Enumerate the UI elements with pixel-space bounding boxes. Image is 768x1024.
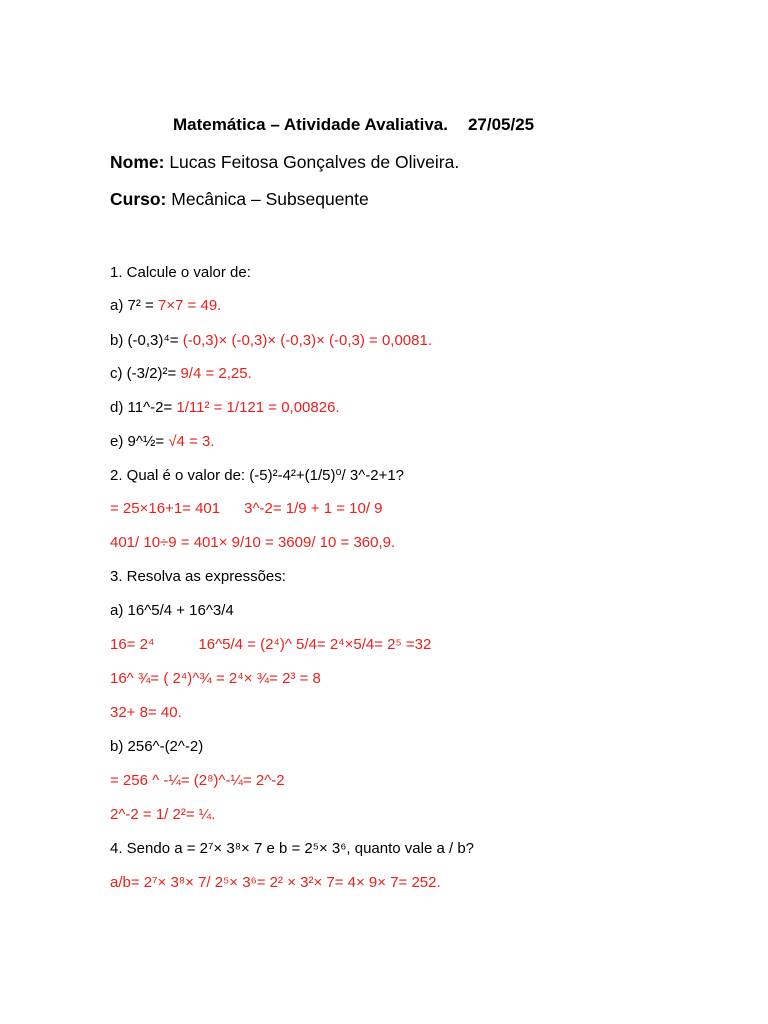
- q4-prompt: 4. Sendo a = 2⁷× 3⁸× 7 e b = 2⁵× 3⁶, quanto vale a / b?: [110, 840, 475, 857]
- q1-d-question: d) 11^-2=: [110, 399, 177, 416]
- name-value: Lucas Feitosa Gonçalves de Oliveira.: [169, 152, 460, 172]
- title-text: Matemática – Atividade Avaliativa.: [173, 115, 448, 134]
- q1-c: [110, 364, 252, 384]
- q2-prompt: 2. Qual é o valor de: (-5)²-4²+(1/5)⁰/ 3^-2+1?: [110, 467, 405, 484]
- q1-d: [110, 398, 340, 418]
- q1-e-answer: √4 = 3.: [168, 433, 215, 450]
- q1-e-question: e) 9^½=: [110, 433, 169, 450]
- q1-prompt: 1. Calcule o valor de:: [110, 264, 251, 281]
- q2-line-1b: 3^-2= 1/9 + 1 = 10/ 9: [244, 500, 383, 517]
- name-label: Nome:: [110, 152, 165, 172]
- date-text: 27/05/25: [467, 115, 535, 134]
- q3-b-line-1: = 256 ^ -¼= (2⁸)^-¼= 2^-2: [110, 772, 285, 789]
- q3-a-line-1a: 16= 2⁴: [110, 636, 155, 653]
- q1-b-answer: (-0,3)× (-0,3)× (-0,3)× (-0,3) = 0,0081.: [182, 332, 432, 349]
- course-line: [110, 189, 369, 209]
- q3-b: b) 256^-(2^-2): [110, 738, 204, 755]
- q2-line-2: 401/ 10÷9 = 401× 9/10 = 3609/ 10 = 360,9.: [110, 534, 396, 551]
- course-value: Mecânica – Subsequente: [171, 189, 369, 209]
- q1-c-answer: 9/4 = 2,25.: [180, 365, 252, 382]
- q4-answer: a/b= 2⁷× 3⁸× 7/ 2⁵× 3⁶= 2² × 3²× 7= 4× 9× 7= 252.: [110, 874, 441, 891]
- q1-c-question: c) (-3/2)²=: [110, 365, 181, 382]
- q2-line-1: [110, 499, 383, 519]
- q1-d-answer: 1/11² = 1/121 = 0,00826.: [176, 399, 340, 416]
- q3-b-line-2: 2^-2 = 1/ 2²= ¼.: [110, 806, 216, 823]
- q3-a: a) 16^5/4 + 16^3/4: [110, 602, 234, 619]
- course-label: Curso:: [110, 189, 167, 209]
- q1-b: [110, 331, 432, 351]
- q1-a-answer: 7×7 = 49.: [157, 297, 222, 314]
- q3-a-line-2: 16^ ¾= ( 2⁴)^¾ = 2⁴× ¾= 2³ = 8: [110, 670, 321, 687]
- q3-a-line-3: 32+ 8= 40.: [110, 704, 182, 721]
- q2-line-1a: = 25×16+1= 401: [110, 500, 221, 517]
- q3-prompt: 3. Resolva as expressões:: [110, 568, 286, 585]
- q3-a-line-1b: 16^5/4 = (2⁴)^ 5/4= 2⁴×5/4= 2⁵ =32: [198, 636, 432, 653]
- q1-e: [110, 432, 215, 452]
- q1-b-question: b) (-0,3)⁴=: [110, 332, 183, 349]
- q1-a-question: a) 7² =: [110, 297, 158, 314]
- page-title: [173, 115, 534, 135]
- student-name: [110, 152, 459, 172]
- q3-a-line-1: [110, 635, 431, 655]
- q1-a: [110, 296, 221, 316]
